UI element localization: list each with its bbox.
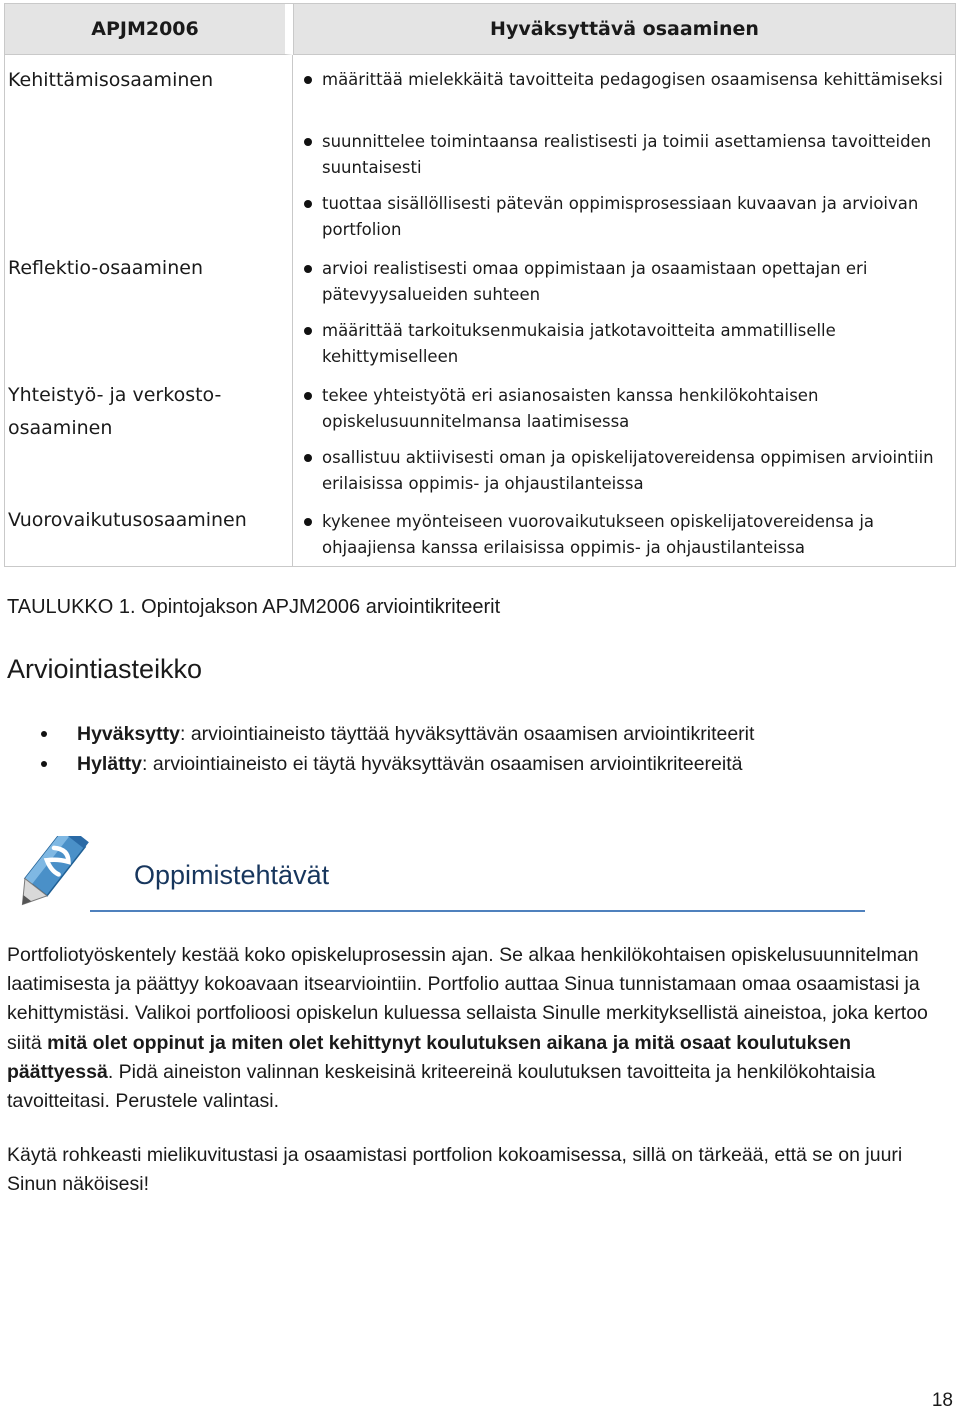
paragraph-encouragement: Käytä rohkeasti mielikuvitustasi ja osaamistasi portfolion kokoamisessa, sillä on tärkeää, että se on juuri Sinun näköisesi! — [7, 1144, 903, 1196]
scale-item-rejected — [40, 749, 754, 779]
category-vuorovaikutusosaaminen: Vuorovaikutusosaaminen — [8, 509, 247, 531]
category-kehittamisosaaminen: Kehittämisosaaminen — [8, 69, 214, 91]
learning-tasks-heading: Oppimistehtävät — [134, 860, 330, 890]
paragraph-portfolio — [7, 941, 952, 1116]
criterion-item: kykenee myönteiseen vuorovaikutukseen opiskelijatovereidensa ja ohjaajiensa kanssa erilaisissa oppimis- ja ohjaustilanteissa — [301, 509, 951, 561]
criterion-item: osallistuu aktiivisesti oman ja opiskelijatovereidensa oppimisen arviointiin erilaisissa oppimis- ja ohjaustilanteissa — [301, 445, 951, 497]
paragraph-text: . Pidä aineiston valinnan keskeisinä kriteereinä koulutuksen tavoitteita ja henkilökohtaisia tavoitteitasi. Perustele valintasi. — [7, 1060, 876, 1113]
scale-item-accepted — [40, 719, 754, 749]
category-reflektio-osaaminen: Reflektio-osaaminen — [8, 257, 203, 279]
table-header-criteria: Hyväksyttävä osaaminen — [293, 4, 955, 55]
criteria-column — [293, 55, 955, 566]
category-column — [5, 55, 293, 566]
grading-scale-heading: Arviointiasteikko — [7, 654, 203, 684]
paragraph-text: Portfoliotyöskentely kestää koko opiskeluprosessin ajan. Se alkaa henkilökohtaisen opiskelusuunnitelman laatimisesta ja päättyy kokoavaan itsearviointiin. Portfolio auttaa Sinua tunnistamaan omaa osaamistasi ja kehittymistäsi. Valikoi portfolioosi opiskelun kuluessa sellaista Sinulle merkityksellistä aineistoa, joka kertoo siitä — [7, 944, 928, 1054]
scale-text: : arviointiaineisto ei täytä hyväksyttävän osaamisen arviointikriteereitä — [142, 753, 743, 775]
scale-term: Hyväksytty — [77, 723, 180, 745]
criterion-item: määrittää tarkoituksenmukaisia jatkotavoitteita ammatilliselle kehittymiselleen — [301, 318, 951, 370]
table-caption: TAULUKKO 1. Opintojakson APJM2006 arviointikriteerit — [7, 596, 501, 618]
heading-rule — [90, 910, 865, 912]
criteria-table — [4, 3, 956, 567]
category-yhteistyo-osaaminen: Yhteistyö- ja verkosto-osaaminen — [8, 384, 222, 439]
criterion-item: tuottaa sisällöllisesti pätevän oppimisprosessiaan kuvaavan ja arvioivan portfolion — [301, 191, 951, 243]
criterion-item: tekee yhteistyötä eri asianosaisten kanssa henkilökohtaisen opiskelusuunnitelmansa laatimisessa — [301, 383, 951, 435]
criterion-item: arvioi realistisesti omaa oppimistaan ja osaamistaan opettajan eri pätevyysalueiden suhteen — [301, 256, 951, 308]
grading-scale-list — [40, 719, 754, 779]
table-header-course: APJM2006 — [5, 4, 293, 55]
pencil-icon — [6, 836, 90, 914]
scale-term: Hylätty — [77, 753, 143, 775]
criterion-item: suunnittelee toimintaansa realistisesti ja toimii asettamiensa tavoitteiden suuntaisesti — [301, 129, 951, 181]
page-number: 18 — [931, 1390, 953, 1411]
paragraph-emphasis: mitä olet oppinut ja miten olet kehittynyt koulutuksen aikana ja mitä osaat koulutuksen päättyessä — [7, 1031, 852, 1083]
criterion-item: määrittää mielekkäitä tavoitteita pedagogisen osaamisensa kehittämiseksi — [301, 67, 951, 93]
scale-text: : arviointiaineisto täyttää hyväksyttävän osaamisen arviointikriteerit — [179, 723, 755, 745]
